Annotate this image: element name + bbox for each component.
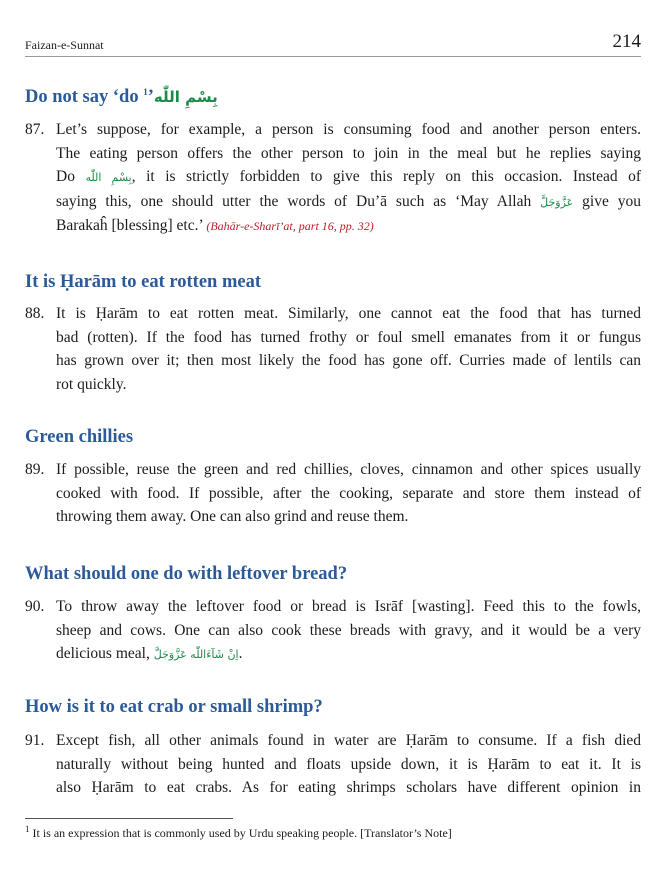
body-line: has grown over it; then most likely the food has gone off. Curries made of lentils can [56, 352, 641, 369]
body-line: It is Ḥarām to eat rotten meat. Similarly, one cannot eat the food that has turned [56, 305, 641, 322]
body-line: sheep and cows. One can also cook these breads with gravy, and it would be a very [56, 621, 641, 639]
page-number: 214 [612, 31, 641, 52]
numbered-item [25, 595, 641, 667]
item-number: 90. [25, 598, 45, 615]
heading-arabic-phrase: بِسْمِ اللّٰه [153, 88, 218, 106]
body-line: rot quickly. [56, 375, 127, 393]
body-line: To throw away the leftover food or bread is Isrāf [wasting]. Feed this to the fowls, [56, 598, 641, 615]
item-number: 91. [25, 732, 45, 749]
body-line: If possible, reuse the green and red chillies, cloves, cinnamon and other spices usually [56, 461, 641, 478]
footnote-divider [25, 818, 233, 819]
section-heading [25, 87, 218, 108]
item-body [56, 729, 641, 800]
citation: (Bahār-e-Sharī’at, part 16, pp. 32) [206, 219, 374, 233]
body-line: Except fish, all other animals found in water are Ḥarām to consume. If a fish died [56, 732, 641, 749]
footnote-text: It is an expression that is commonly used by Urdu speaking people. [Translator’s Note] [32, 826, 452, 840]
footnote-marker: 1 [25, 824, 30, 834]
item-body [56, 302, 641, 396]
body-line: cooked with food. If possible, after the cooking, separate and store them instead of [56, 484, 641, 502]
body-line: bad (rotten). If the food has turned frothy or foul smell emanates from it or fungus [56, 328, 641, 346]
body-line: throwing them away. One can also grind and reuse them. [56, 508, 409, 525]
numbered-item [25, 458, 641, 529]
body-line: naturally without being hunted and floats upside down, it is Ḥarām to eat it. It is [56, 755, 641, 773]
section-heading: Green chillies [25, 427, 134, 447]
footnote-reference: 1 [143, 86, 148, 97]
item-body [56, 458, 641, 529]
item-number: 87. [25, 121, 45, 138]
numbered-item [25, 118, 641, 239]
section-heading: What should one do with leftover bread? [25, 564, 348, 584]
body-line [56, 214, 641, 239]
heading-text-end: ’ [147, 87, 154, 107]
numbered-item [25, 729, 641, 800]
body-line: also Ḥarām to eat crabs. As for eating shrimps scholars have different opinion in [56, 779, 641, 796]
section-heading: How is it to eat crab or small shrimp? [25, 697, 323, 717]
body-line: The eating person offers the other person to join in the meal but he replies saying [56, 144, 641, 162]
heading-text: Do not say ‘do [25, 87, 144, 107]
numbered-item [25, 302, 641, 396]
footnote [25, 826, 641, 841]
item-body [56, 595, 641, 667]
body-line: delicious meal, اِنْ شَآءَاللّٰه عَزَّوَجَلَّ. [56, 645, 243, 662]
arabic-phrase: عَزَّوَجَلَّ [540, 195, 574, 209]
running-title: Faizan-e-Sunnat [25, 38, 104, 52]
body-line: saying this, one should utter the words of Du’ā such as ‘May Allah عَزَّوَجَلَّ give you [56, 192, 641, 210]
arabic-phrase: اِنْ شَآءَاللّٰه عَزَّوَجَلَّ [153, 648, 239, 661]
body-line-text: Barakaĥ [blessing] etc.’ [56, 217, 203, 234]
section-heading: It is Ḥarām to eat rotten meat [25, 272, 261, 292]
item-body [56, 118, 641, 239]
body-line: Let’s suppose, for example, a person is consuming food and another person enters. [56, 121, 641, 138]
item-number: 88. [25, 305, 45, 322]
body-line: Do بِسْمِ اللّٰه, it is strictly forbidden to give this reply on this occasion. Instead of [56, 168, 641, 185]
arabic-phrase: بِسْمِ اللّٰه [85, 171, 132, 184]
page-header [25, 30, 641, 57]
item-number: 89. [25, 461, 45, 478]
